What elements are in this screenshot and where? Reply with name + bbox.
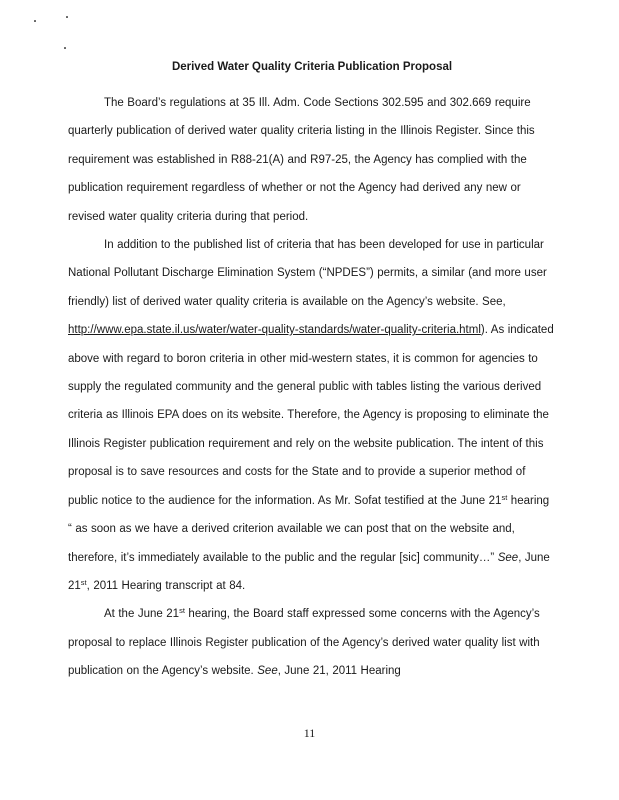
paragraph-1-text: The Board’s regulations at 35 Ill. Adm. Code Sections 302.595 and 302.669 require quarterly publication of derived water quality criteria listing in the Illinois Register. Since this requirement was established in R88-21(A) and R97-25, the Agency has complied with the publication requirement regardless of whether or not the Agency had derived any new or revised water quality criteria during that period. (68, 97, 535, 223)
paragraph-1 (68, 89, 556, 231)
scan-speck (64, 47, 66, 49)
agency-website-link[interactable]: http://www.epa.state.il.us/water/water-quality-standards/water-quality-criteria.html (68, 324, 481, 337)
ordinal-suffix: st (80, 577, 87, 587)
ordinal-suffix: st (501, 492, 508, 502)
paragraph-3-text-start: At the June 21 (104, 608, 180, 621)
paragraph-2 (68, 231, 556, 600)
paragraph-3-text: hearing, the Board staff expressed some concerns with the Agency’s proposal to replace Illinois Register publication of the Agency’s derived water quality list with publication on the Agency’s website. (68, 608, 540, 678)
page-number: 11 (303, 726, 316, 740)
scan-speck (66, 16, 68, 18)
paragraph-2-text-middle: ). As indicated above with regard to boron criteria in other mid-western states, it is common for agencies to supply the regulated community and the general public with tables listing the various derived criteria as Illinois EPA does on its website. Therefore, the Agency is proposing to eliminate the Illinois Register publication requirement and rely on the website publication. The intent of this proposal is to save resources and costs for the State and to provide a superior method of public notice to the audience for the information. As Mr. Sofat testified at the June 21 (68, 324, 554, 507)
document-title: Derived Water Quality Criteria Publication Proposal (171, 61, 453, 73)
citation-date: , June 21, 2011 Hearing (277, 665, 401, 678)
ordinal-suffix: st (179, 606, 185, 616)
scan-speck (34, 20, 36, 22)
citation-see: See (257, 665, 278, 678)
paragraph-2-quote: hearing “ as soon as we have a derived criterion available we can post that on the website and, therefore, it’s immediately available to the public and the regular [sic] community…” (68, 494, 550, 564)
citation-see: See (497, 551, 519, 564)
paragraph-3 (68, 600, 556, 685)
citation-date: , June 21 (68, 551, 550, 592)
citation-end: , 2011 Hearing transcript at 84. (86, 579, 246, 592)
document-page (68, 58, 556, 686)
paragraph-2-text-start: In addition to the published list of criteria that has been developed for use in particular National Pollutant Discharge Elimination System (“NPDES”) permits, a similar (and more user friendly) list of derived water quality criteria is available on the Agency’s website. See, (68, 239, 547, 308)
